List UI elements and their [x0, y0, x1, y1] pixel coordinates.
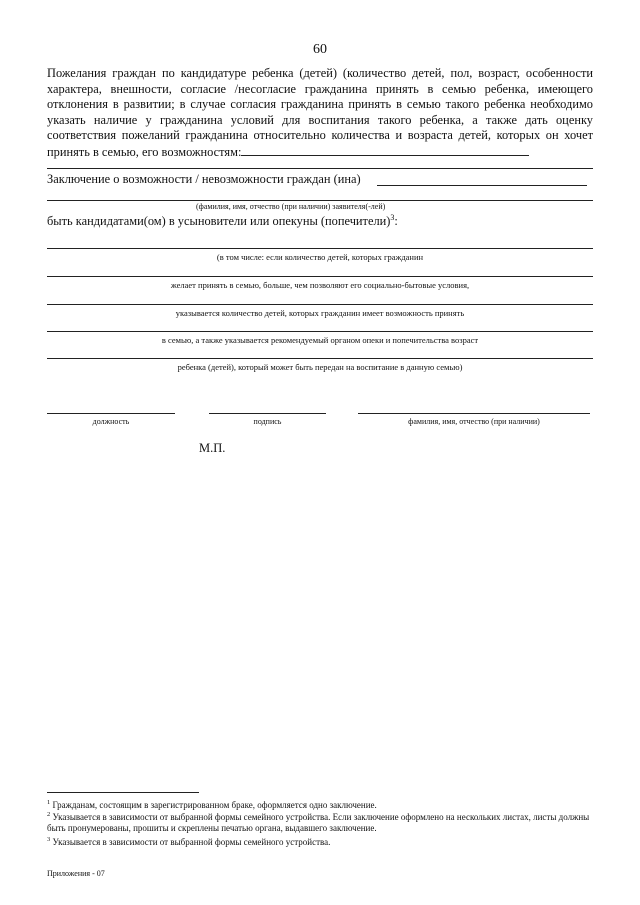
footnote-2-number: 2 [47, 811, 51, 818]
full-name-caption: фамилия, имя, отчество (при наличии) [408, 417, 540, 426]
hint-line-3: указывается количество детей, которых гражданин имеет возможность принять [175, 308, 465, 318]
fill-line-3 [47, 304, 593, 305]
signature-line [209, 413, 326, 414]
footnote-1-text: Гражданам, состоящим в зарегистрированном браке, оформляется одно заключение. [52, 800, 377, 810]
hint-line-4: в семью, а также указывается рекомендуемый органом опеки и попечительства возраст [161, 335, 479, 345]
footnote-1-number: 1 [47, 799, 51, 806]
footnote-ref-3: 3 [390, 213, 395, 222]
wishes-paragraph [47, 66, 593, 161]
page-number: 60 [313, 42, 327, 57]
signature-caption: подпись [253, 417, 282, 426]
page-footer: Приложения - 07 [47, 869, 105, 878]
footnote-3 [47, 834, 593, 848]
separator-line [47, 168, 593, 169]
full-name-line [358, 413, 590, 414]
fill-line-2 [47, 276, 593, 277]
footnote-3-text: Указывается в зависимости от выбранной формы семейного устройства. [52, 837, 331, 847]
hint-line-1: (в том числе: если количество детей, которых гражданин [216, 252, 424, 262]
position-caption: должность [92, 417, 130, 426]
hint-line-5: ребенка (детей), который может быть передан на воспитание в данную семью) [177, 362, 463, 372]
applicant-name-line [47, 200, 593, 201]
fill-line-1 [47, 248, 593, 249]
fill-line-4 [47, 331, 593, 332]
fill-line-5 [47, 358, 593, 359]
applicant-name-caption: (фамилия, имя, отчество (при наличии) заявителя(-лей) [196, 202, 386, 211]
footnote-2-text: Указывается в зависимости от выбранной формы семейного устройства. Если заключение оформлено на нескольких листах, листы должны быть пронумерованы, прошиты и скреплены печатью органа, выдавшего заключение. [47, 812, 590, 833]
footnote-3-number: 3 [47, 836, 51, 843]
candidates-colon: : [394, 214, 398, 229]
conclusion-label: Заключение о возможности / невозможности граждан (ина) [47, 172, 361, 186]
candidates-label [47, 213, 398, 229]
wishes-text: Пожелания граждан по кандидатуре ребенка (детей) (количество детей, пол, возраст, особенности характера, внешности, согласие /несогласие гражданина принять в семью ребенка, имеющего отклонения в развитии; в случае согласия гражданина принять в семью такого ребенка необходимо указать наличие у гражданина условий для воспитания такого ребенка, а также дать оценку соответствия пожеланий гражданина относительно количества и возраста детей, которых он хочет принять в семью, его возможностям: [47, 66, 593, 159]
footnote-2 [47, 809, 593, 834]
position-line [47, 413, 175, 414]
hint-line-2: желает принять в семью, больше, чем позволяют его социально-бытовые условия, [170, 280, 470, 290]
stamp-place: М.П. [199, 441, 226, 455]
footnote-separator [47, 792, 199, 793]
wishes-fill-line [241, 144, 529, 156]
conclusion-fill-line [377, 185, 587, 186]
candidates-text: быть кандидатами(ом) в усыновители или опекуны (попечители) [47, 214, 391, 229]
